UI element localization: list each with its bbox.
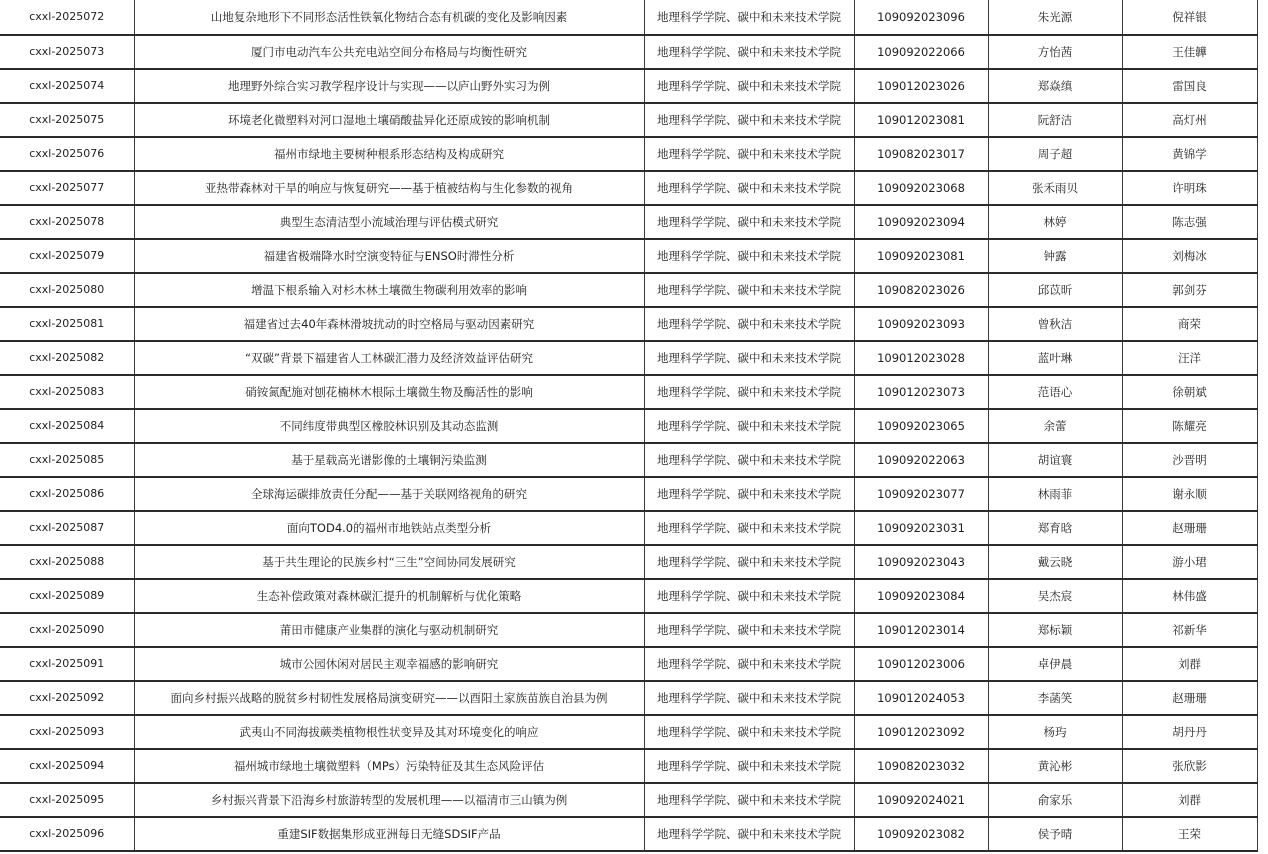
project-title-cell: 乡村振兴背景下沿海乡村旅游转型的发展机理——以福清市三山镇为例 [134, 783, 644, 817]
college-cell: 地理科学学院、碳中和未来技术学院 [644, 137, 854, 171]
table-row [0, 375, 1257, 409]
student-name-cell: 李菡笑 [988, 681, 1122, 715]
student-name-cell: 俞家乐 [988, 783, 1122, 817]
project-title-cell: 福州城市绿地土壤微塑料（MPs）污染特征及其生态风险评估 [134, 749, 644, 783]
project-id-cell: cxxl-2025081 [0, 307, 134, 341]
college-cell: 地理科学学院、碳中和未来技术学院 [644, 341, 854, 375]
project-id-cell: cxxl-2025096 [0, 817, 134, 851]
project-id-cell: cxxl-2025090 [0, 613, 134, 647]
project-id-cell: cxxl-2025082 [0, 341, 134, 375]
advisor-name-cell: 陈耀亮 [1122, 409, 1257, 443]
student-id-cell: 109012023092 [854, 715, 988, 749]
advisor-name-cell: 倪祥银 [1122, 0, 1257, 35]
student-id-cell: 109012023028 [854, 341, 988, 375]
project-id-cell: cxxl-2025091 [0, 647, 134, 681]
project-id-cell: cxxl-2025074 [0, 69, 134, 103]
advisor-name-cell: 祁新华 [1122, 613, 1257, 647]
table-row [0, 69, 1257, 103]
table-row [0, 137, 1257, 171]
college-cell: 地理科学学院、碳中和未来技术学院 [644, 749, 854, 783]
advisor-name-cell: 赵珊珊 [1122, 511, 1257, 545]
college-cell: 地理科学学院、碳中和未来技术学院 [644, 681, 854, 715]
table-row [0, 35, 1257, 69]
student-id-cell: 109092023082 [854, 817, 988, 851]
project-title-cell: 武夷山不同海拔蕨类植物根性状变异及其对环境变化的响应 [134, 715, 644, 749]
college-cell: 地理科学学院、碳中和未来技术学院 [644, 443, 854, 477]
project-id-cell: cxxl-2025075 [0, 103, 134, 137]
student-name-cell: 余蕾 [988, 409, 1122, 443]
college-cell: 地理科学学院、碳中和未来技术学院 [644, 783, 854, 817]
student-name-cell: 卓伊晨 [988, 647, 1122, 681]
college-cell: 地理科学学院、碳中和未来技术学院 [644, 375, 854, 409]
student-id-cell: 109012023014 [854, 613, 988, 647]
student-name-cell: 戴云晓 [988, 545, 1122, 579]
student-name-cell: 胡谊寰 [988, 443, 1122, 477]
table-row [0, 103, 1257, 137]
table-row [0, 443, 1257, 477]
table-row [0, 171, 1257, 205]
project-id-cell: cxxl-2025083 [0, 375, 134, 409]
student-name-cell: 周子超 [988, 137, 1122, 171]
student-name-cell: 黄沁彬 [988, 749, 1122, 783]
project-id-cell: cxxl-2025084 [0, 409, 134, 443]
project-title-cell: 面向乡村振兴战略的脱贫乡村韧性发展格局演变研究——以酉阳土家族苗族自治县为例 [134, 681, 644, 715]
project-title-cell: 典型生态清洁型小流域治理与评估模式研究 [134, 205, 644, 239]
project-title-cell: 城市公园休闲对居民主观幸福感的影响研究 [134, 647, 644, 681]
project-title-cell: 亚热带森林对干旱的响应与恢复研究——基于植被结构与生化参数的视角 [134, 171, 644, 205]
project-id-cell: cxxl-2025077 [0, 171, 134, 205]
table-row [0, 715, 1257, 749]
table-row [0, 0, 1257, 35]
project-title-cell: 不同纬度带典型区橡胶林识别及其动态监测 [134, 409, 644, 443]
student-id-cell: 109012023081 [854, 103, 988, 137]
college-cell: 地理科学学院、碳中和未来技术学院 [644, 545, 854, 579]
college-cell: 地理科学学院、碳中和未来技术学院 [644, 613, 854, 647]
table-row [0, 817, 1257, 851]
table-row [0, 239, 1257, 273]
student-id-cell: 109082023026 [854, 273, 988, 307]
table-row [0, 613, 1257, 647]
project-id-cell: cxxl-2025089 [0, 579, 134, 613]
project-id-cell: cxxl-2025080 [0, 273, 134, 307]
project-title-cell: 面向TOD4.0的福州市地铁站点类型分析 [134, 511, 644, 545]
student-name-cell: 林婷 [988, 205, 1122, 239]
college-cell: 地理科学学院、碳中和未来技术学院 [644, 273, 854, 307]
project-id-cell: cxxl-2025086 [0, 477, 134, 511]
college-cell: 地理科学学院、碳中和未来技术学院 [644, 205, 854, 239]
project-title-cell: 重建SIF数据集形成亚洲每日无缝SDSIF产品 [134, 817, 644, 851]
college-cell: 地理科学学院、碳中和未来技术学院 [644, 307, 854, 341]
student-name-cell: 侯予晴 [988, 817, 1122, 851]
student-id-cell: 109092023068 [854, 171, 988, 205]
project-id-cell: cxxl-2025094 [0, 749, 134, 783]
advisor-name-cell: 徐朝斌 [1122, 375, 1257, 409]
table-row [0, 205, 1257, 239]
college-cell: 地理科学学院、碳中和未来技术学院 [644, 103, 854, 137]
table-row [0, 341, 1257, 375]
student-name-cell: 方怡茜 [988, 35, 1122, 69]
project-title-cell: 福州市绿地主要树种根系形态结构及构成研究 [134, 137, 644, 171]
table-row [0, 681, 1257, 715]
college-cell: 地理科学学院、碳中和未来技术学院 [644, 239, 854, 273]
project-id-cell: cxxl-2025093 [0, 715, 134, 749]
advisor-name-cell: 刘梅冰 [1122, 239, 1257, 273]
project-id-cell: cxxl-2025095 [0, 783, 134, 817]
advisor-name-cell: 沙晋明 [1122, 443, 1257, 477]
student-id-cell: 109012023026 [854, 69, 988, 103]
college-cell: 地理科学学院、碳中和未来技术学院 [644, 35, 854, 69]
advisor-name-cell: 商荣 [1122, 307, 1257, 341]
student-name-cell: 钟露 [988, 239, 1122, 273]
project-title-cell: 山地复杂地形下不同形态活性铁氧化物结合态有机碳的变化及影响因素 [134, 0, 644, 35]
student-name-cell: 张禾雨贝 [988, 171, 1122, 205]
student-name-cell: 林雨菲 [988, 477, 1122, 511]
student-id-cell: 109082023032 [854, 749, 988, 783]
student-name-cell: 朱光源 [988, 0, 1122, 35]
advisor-name-cell: 许明珠 [1122, 171, 1257, 205]
college-cell: 地理科学学院、碳中和未来技术学院 [644, 69, 854, 103]
table-row [0, 477, 1257, 511]
project-id-cell: cxxl-2025079 [0, 239, 134, 273]
college-cell: 地理科学学院、碳中和未来技术学院 [644, 409, 854, 443]
project-title-cell: 增温下根系输入对杉木林土壤微生物碳利用效率的影响 [134, 273, 644, 307]
student-id-cell: 109092023096 [854, 0, 988, 35]
project-title-cell: 全球海运碳排放责任分配——基于关联网络视角的研究 [134, 477, 644, 511]
college-cell: 地理科学学院、碳中和未来技术学院 [644, 579, 854, 613]
table-row [0, 409, 1257, 443]
student-id-cell: 109092023084 [854, 579, 988, 613]
project-title-cell: 厦门市电动汽车公共充电站空间分布格局与均衡性研究 [134, 35, 644, 69]
student-id-cell: 109092023031 [854, 511, 988, 545]
project-title-cell: 莆田市健康产业集群的演化与驱动机制研究 [134, 613, 644, 647]
student-id-cell: 109092023065 [854, 409, 988, 443]
table-row [0, 307, 1257, 341]
project-id-cell: cxxl-2025085 [0, 443, 134, 477]
college-cell: 地理科学学院、碳中和未来技术学院 [644, 477, 854, 511]
student-id-cell: 109092023081 [854, 239, 988, 273]
student-id-cell: 109082023017 [854, 137, 988, 171]
student-id-cell: 109092024021 [854, 783, 988, 817]
advisor-name-cell: 游小珺 [1122, 545, 1257, 579]
advisor-name-cell: 刘群 [1122, 647, 1257, 681]
advisor-name-cell: 张欣影 [1122, 749, 1257, 783]
advisor-name-cell: 高灯州 [1122, 103, 1257, 137]
advisor-name-cell: 赵珊珊 [1122, 681, 1257, 715]
student-id-cell: 109012024053 [854, 681, 988, 715]
student-id-cell: 109092023094 [854, 205, 988, 239]
project-id-cell: cxxl-2025076 [0, 137, 134, 171]
advisor-name-cell: 胡丹丹 [1122, 715, 1257, 749]
student-name-cell: 邱苡昕 [988, 273, 1122, 307]
table-row [0, 749, 1257, 783]
table-row [0, 647, 1257, 681]
table-row [0, 783, 1257, 817]
project-id-cell: cxxl-2025078 [0, 205, 134, 239]
project-title-cell: 福建省过去40年森林滑坡扰动的时空格局与驱动因素研究 [134, 307, 644, 341]
advisor-name-cell: 陈志强 [1122, 205, 1257, 239]
table-row [0, 579, 1257, 613]
advisor-name-cell: 郭剑芬 [1122, 273, 1257, 307]
project-id-cell: cxxl-2025072 [0, 0, 134, 35]
project-title-cell: 地理野外综合实习教学程序设计与实现——以庐山野外实习为例 [134, 69, 644, 103]
college-cell: 地理科学学院、碳中和未来技术学院 [644, 817, 854, 851]
advisor-name-cell: 谢永顺 [1122, 477, 1257, 511]
advisor-name-cell: 雷国良 [1122, 69, 1257, 103]
college-cell: 地理科学学院、碳中和未来技术学院 [644, 0, 854, 35]
table-row [0, 511, 1257, 545]
advisor-name-cell: 王佳韡 [1122, 35, 1257, 69]
project-id-cell: cxxl-2025092 [0, 681, 134, 715]
project-title-cell: 福建省极端降水时空演变特征与ENSO时滞性分析 [134, 239, 644, 273]
college-cell: 地理科学学院、碳中和未来技术学院 [644, 715, 854, 749]
student-name-cell: 郑育晗 [988, 511, 1122, 545]
project-id-cell: cxxl-2025087 [0, 511, 134, 545]
student-id-cell: 109012023073 [854, 375, 988, 409]
project-id-cell: cxxl-2025073 [0, 35, 134, 69]
project-id-cell: cxxl-2025088 [0, 545, 134, 579]
advisor-name-cell: 刘群 [1122, 783, 1257, 817]
student-name-cell: 阮舒洁 [988, 103, 1122, 137]
student-name-cell: 蓝叶琳 [988, 341, 1122, 375]
project-title-cell: 环境老化微塑料对河口湿地土壤硝酸盐异化还原成铵的影响机制 [134, 103, 644, 137]
student-name-cell: 范语心 [988, 375, 1122, 409]
project-title-cell: 硝铵氮配施对刨花楠林木根际土壤微生物及酶活性的影响 [134, 375, 644, 409]
student-name-cell: 杨玙 [988, 715, 1122, 749]
project-title-cell: “双碳”背景下福建省人工林碳汇潜力及经济效益评估研究 [134, 341, 644, 375]
table-row [0, 273, 1257, 307]
student-id-cell: 109092022066 [854, 35, 988, 69]
student-name-cell: 曾秋洁 [988, 307, 1122, 341]
student-id-cell: 109012023006 [854, 647, 988, 681]
student-id-cell: 109092023077 [854, 477, 988, 511]
student-id-cell: 109092023093 [854, 307, 988, 341]
college-cell: 地理科学学院、碳中和未来技术学院 [644, 647, 854, 681]
advisor-name-cell: 林伟盛 [1122, 579, 1257, 613]
student-id-cell: 109092023043 [854, 545, 988, 579]
project-title-cell: 基于共生理论的民族乡村“三生”空间协同发展研究 [134, 545, 644, 579]
advisor-name-cell: 王荣 [1122, 817, 1257, 851]
student-name-cell: 吴杰宸 [988, 579, 1122, 613]
college-cell: 地理科学学院、碳中和未来技术学院 [644, 171, 854, 205]
student-name-cell: 郑标颖 [988, 613, 1122, 647]
advisor-name-cell: 黄锦学 [1122, 137, 1257, 171]
project-title-cell: 基于星载高光谱影像的土壤铜污染监测 [134, 443, 644, 477]
table-row [0, 545, 1257, 579]
student-id-cell: 109092022063 [854, 443, 988, 477]
student-name-cell: 郑焱缜 [988, 69, 1122, 103]
advisor-name-cell: 汪洋 [1122, 341, 1257, 375]
college-cell: 地理科学学院、碳中和未来技术学院 [644, 511, 854, 545]
project-title-cell: 生态补偿政策对森林碳汇提升的机制解析与优化策略 [134, 579, 644, 613]
